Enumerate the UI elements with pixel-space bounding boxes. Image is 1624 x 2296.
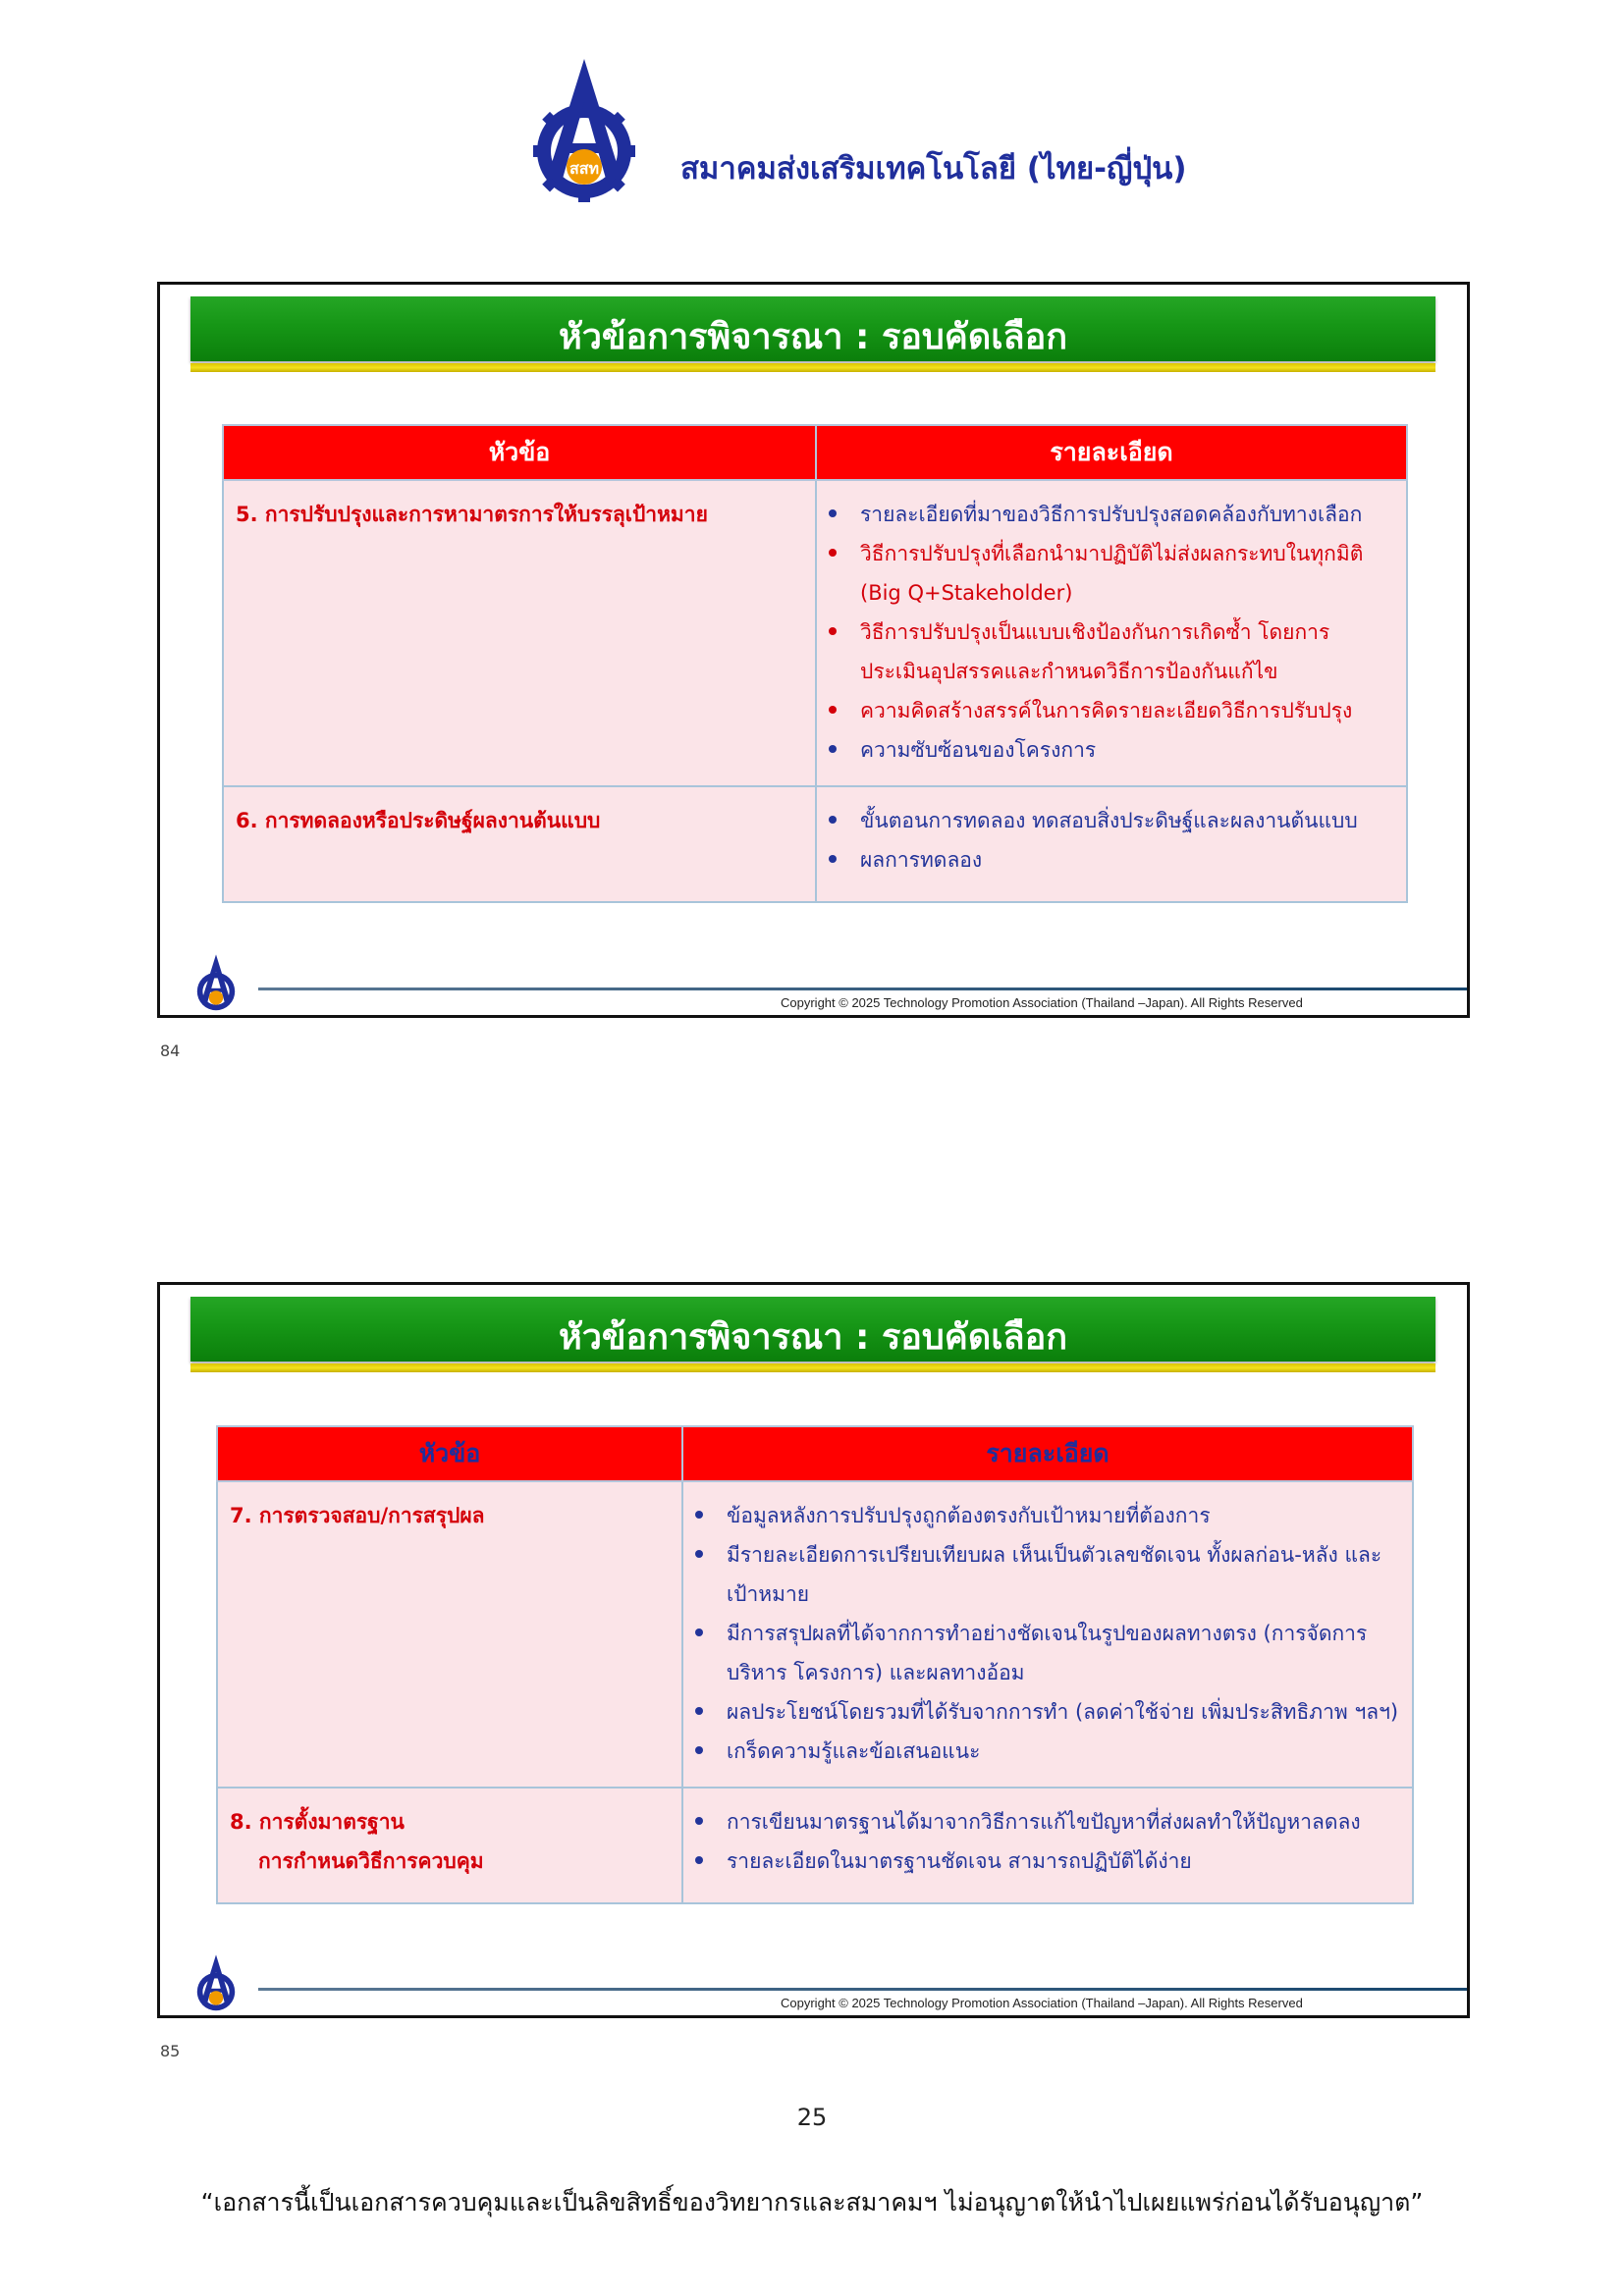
slide-title: หัวข้อการพิจารณา : รอบคัดเลือก bbox=[558, 1317, 1068, 1358]
detail-item: เกร็ดความรู้และข้อเสนอแนะ bbox=[691, 1732, 1400, 1771]
column-header-detail: รายละเอียด bbox=[682, 1426, 1413, 1481]
copyright-text: Copyright © 2025 Technology Promotion Association (Thailand –Japan). All Rights Reserved bbox=[781, 1996, 1303, 2010]
banner-underline bbox=[190, 363, 1435, 372]
topic-cell bbox=[217, 1481, 682, 1788]
detail-item: ความคิดสร้างสรรค์ในการคิดรายละเอียดวิธีการปรับปรุง bbox=[825, 691, 1394, 730]
topic-label: 8. การตั้งมาตรฐาน bbox=[230, 1810, 405, 1834]
banner-underline bbox=[190, 1363, 1435, 1372]
slide-number: 85 bbox=[160, 2042, 181, 2060]
table-header-row bbox=[223, 425, 1407, 480]
topic-label: 5. การปรับปรุงและการหามาตรการให้บรรลุเป้าหมาย bbox=[236, 503, 708, 526]
detail-item: มีรายละเอียดการเปรียบเทียบผล เห็นเป็นตัวเลขชัดเจน ทั้งผลก่อน-หลัง และเป้าหมาย bbox=[691, 1535, 1400, 1614]
detail-item: รายละเอียดในมาตรฐานชัดเจน สามารถปฏิบัติได้ง่าย bbox=[691, 1842, 1400, 1881]
slide-number: 84 bbox=[160, 1041, 181, 1060]
page-number: 25 bbox=[796, 2104, 828, 2131]
detail-cell bbox=[682, 1788, 1413, 1903]
topic-cell bbox=[223, 786, 816, 902]
copyright-text: Copyright © 2025 Technology Promotion Association (Thailand –Japan). All Rights Reserved bbox=[781, 995, 1303, 1010]
footer-divider bbox=[258, 988, 1470, 990]
detail-item: มีการสรุปผลที่ได้จากการทำอย่างชัดเจนในรูปของผลทางตรง (การจัดการบริหาร โครงการ) และผลทางอ้อม bbox=[691, 1614, 1400, 1692]
column-header-topic: หัวข้อ bbox=[217, 1426, 682, 1481]
slide-banner bbox=[190, 296, 1435, 361]
slide-84 bbox=[157, 282, 1470, 1018]
detail-item: ผลประโยชน์โดยรวมที่ได้รับจากการทำ (ลดค่าใช้จ่าย เพิ่มประสิทธิภาพ ฯลฯ) bbox=[691, 1692, 1400, 1732]
table-row bbox=[217, 1481, 1413, 1788]
detail-list bbox=[691, 1802, 1400, 1881]
detail-list bbox=[691, 1496, 1400, 1771]
detail-list bbox=[825, 801, 1394, 880]
topic-cell bbox=[217, 1788, 682, 1903]
logo-text: สสท bbox=[568, 159, 600, 178]
column-header-detail: รายละเอียด bbox=[816, 425, 1407, 480]
topic-label: การกำหนดวิธีการควบคุม bbox=[258, 1849, 484, 1873]
detail-item: ขั้นตอนการทดลอง ทดสอบสิ่งประดิษฐ์และผลงานต้นแบบ bbox=[825, 801, 1394, 840]
association-logo bbox=[525, 57, 643, 206]
copyright-notice: “เอกสารนี้เป็นเอกสารควบคุมและเป็นลิขสิทธิ์ของวิทยากรและสมาคมฯ ไม่อนุญาตให้นำไปเผยแพร่ก่อนได้รับอนุญาต” bbox=[200, 2188, 1424, 2216]
topic-label: 6. การทดลองหรือประดิษฐ์ผลงานต้นแบบ bbox=[236, 809, 601, 832]
detail-cell bbox=[816, 480, 1407, 786]
table-row bbox=[223, 480, 1407, 786]
slide-85 bbox=[157, 1282, 1470, 2018]
topic-cell bbox=[223, 480, 816, 786]
detail-item: วิธีการปรับปรุงที่เลือกนำมาปฏิบัติไม่ส่งผลกระทบในทุกมิติ (Big Q+Stakeholder) bbox=[825, 534, 1394, 613]
detail-item: ข้อมูลหลังการปรับปรุงถูกต้องตรงกับเป้าหมายที่ต้องการ bbox=[691, 1496, 1400, 1535]
detail-item: วิธีการปรับปรุงเป็นแบบเชิงป้องกันการเกิดซ้ำ โดยการประเมินอุปสรรคและกำหนดวิธีการป้องกันแก้ไข bbox=[825, 613, 1394, 691]
detail-item: ผลการทดลอง bbox=[825, 840, 1394, 880]
slide-title: หัวข้อการพิจารณา : รอบคัดเลือก bbox=[558, 317, 1068, 357]
detail-item: การเขียนมาตรฐานได้มาจากวิธีการแก้ไขปัญหาที่ส่งผลทำให้ปัญหาลดลง bbox=[691, 1802, 1400, 1842]
organization-name: สมาคมส่งเสริมเทคโนโลยี (ไทย-ญี่ปุ่น) bbox=[680, 151, 1187, 187]
detail-item: ความซับซ้อนของโครงการ bbox=[825, 730, 1394, 770]
slide-banner bbox=[190, 1297, 1435, 1362]
table-header-row bbox=[217, 1426, 1413, 1481]
detail-list bbox=[825, 495, 1394, 770]
criteria-table bbox=[222, 424, 1408, 903]
detail-item: รายละเอียดที่มาของวิธีการปรับปรุงสอดคล้องกับทางเลือก bbox=[825, 495, 1394, 534]
column-header-topic: หัวข้อ bbox=[223, 425, 816, 480]
footer-logo-icon bbox=[192, 952, 240, 1015]
criteria-table bbox=[216, 1425, 1414, 1904]
table-row bbox=[217, 1788, 1413, 1903]
detail-cell bbox=[682, 1481, 1413, 1788]
footer-divider bbox=[258, 1988, 1470, 1991]
topic-label: 7. การตรวจสอบ/การสรุปผล bbox=[230, 1504, 485, 1527]
table-row bbox=[223, 786, 1407, 902]
footer-logo-icon bbox=[192, 1952, 240, 2015]
detail-cell bbox=[816, 786, 1407, 902]
